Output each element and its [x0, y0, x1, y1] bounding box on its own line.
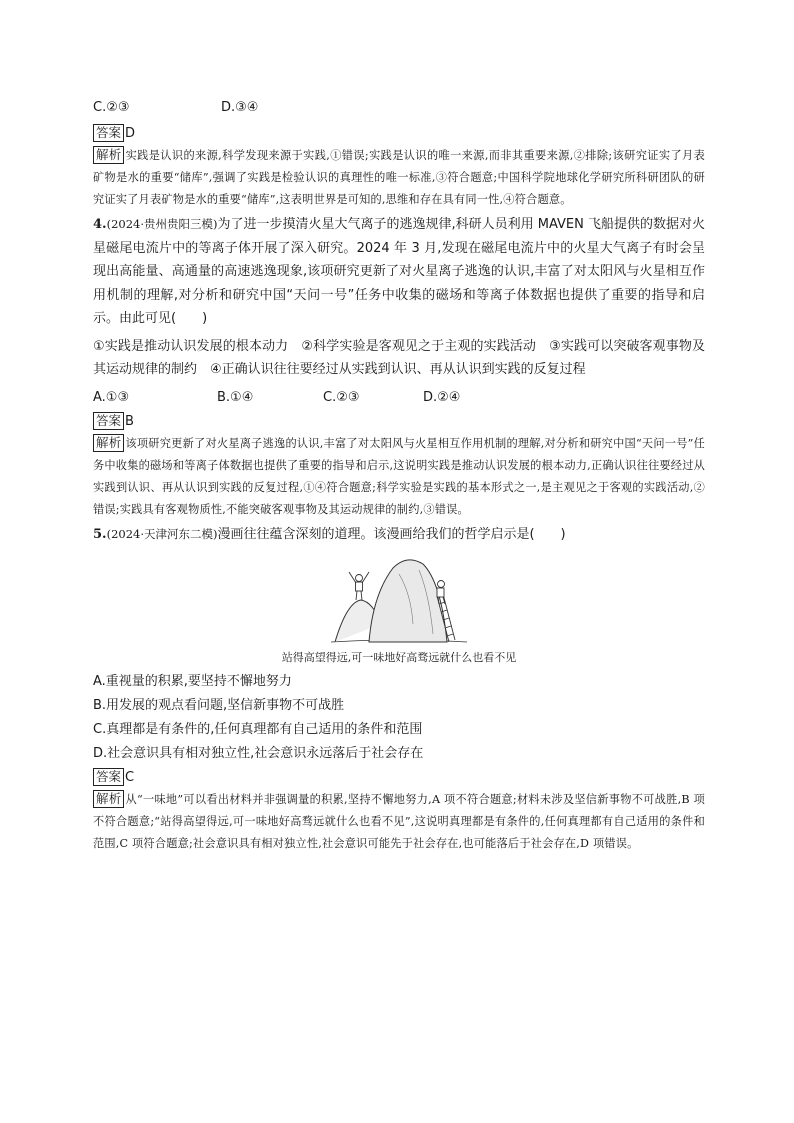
q5-answer: C: [125, 770, 135, 785]
q3-options-row: [93, 96, 705, 120]
answer-tag: 答案: [93, 412, 124, 430]
q3-explanation: [93, 145, 705, 211]
q4-stem-text: 为了进一步摸清火星大气离子的逃逸规律,科研人员利用 MAVEN 飞船提供的数据对火星磁尾电流片中的等离子体开展了深入研究。2024 年 3 月,发现在磁尾电流片中的火星大气离子有时会呈现出高能量、高通量的高速逃逸现象,该项研究更新了对火星离子逃逸的认识,丰富了对太阳风与火星相互作用机制的理解,对分析和研究中国“天问一号”任务中收集的磁场和等离子体数据也提供了重要的指导和启示。由此可见( ): [93, 217, 705, 326]
q5-option-a: A.重视量的积累,要坚持不懈地努力: [93, 674, 292, 689]
q5-answer-row: [93, 766, 705, 789]
q5-option-d: D.社会意识具有相对独立性,社会意识永远落后于社会存在: [93, 746, 424, 761]
answer-tag: 答案: [93, 124, 124, 142]
q5-explanation-text: 从“一味地”可以看出材料并非强调量的积累,坚持不懈地努力,A 项不符合题意;材料未涉及坚信新事物不可战胜,B 项不符合题意;“站得高望得远,可一味地好高骛远就什么也看不见”,这说明真理都是有条件的,任何真理都有自己适用的条件和范围,C 项符合题意;社会意识具有相对独立性,社会意识可能先于社会存在,也可能落后于社会存在,D 项错误。: [93, 793, 705, 850]
cartoon-caption: 站得高望得远,可一味地好高骛远就什么也看不见: [281, 651, 517, 664]
q4-option-a: A.①③: [93, 389, 130, 405]
q4-statements: ①实践是推动认识发展的根本动力 ②科学实验是客观见之于主观的实践活动 ③实践可以突破客观事物及其运动规律的制约 ④正确认识往往要经过从实践到认识、再从认识到实践的反复过程: [93, 338, 705, 377]
q3-answer: D: [125, 126, 136, 141]
document-page: [93, 96, 705, 855]
q5-explanation: [93, 789, 705, 855]
q4-answer: B: [125, 413, 134, 429]
q4-source: (2024·贵州贵阳三模): [106, 217, 218, 231]
q4-explanation: [93, 433, 705, 521]
q4-option-b: B.①④: [217, 389, 254, 405]
q3-answer-row: [93, 122, 705, 145]
q3-option-c: C.②③: [93, 100, 130, 115]
q5-number: 5.: [93, 526, 107, 542]
q4-option-d: D.②④: [423, 389, 461, 405]
explain-tag: 解析: [93, 434, 124, 452]
q4-options-row: [93, 386, 705, 410]
q4-answer-row: [93, 410, 705, 433]
answer-tag: 答案: [93, 768, 124, 786]
q5-stem: [93, 523, 705, 547]
explain-tag: 解析: [93, 790, 124, 808]
q4-explanation-text: 该项研究更新了对火星离子逃逸的认识,丰富了对太阳风与火星相互作用机制的理解,对分析和研究中国“天问一号”任务中收集的磁场和等离子体数据也提供了重要的指导和启示,这说明实践是推动认识发展的根本动力,正确认识往往要经过从实践到认识、再从认识到实践的反复过程,①④符合题意;科学实验是实践的基本形式之一,是主观见之于客观的实践活动,②错误;实践具有客观物质性,不能突破客观事物及其运动规律的制约,③错误。: [93, 436, 705, 516]
q5-option-c: C.真理都是有条件的,任何真理都有自己适用的条件和范围: [93, 722, 423, 737]
q4-option-c: C.②③: [323, 389, 360, 405]
q5-option-b: B.用发展的观点看问题,坚信新事物不可战胜: [93, 698, 345, 713]
q3-option-d: D.③④: [221, 100, 259, 115]
q3-explanation-text: 实践是认识的来源,科学发现来源于实践,①错误;实践是认识的唯一来源,而非其重要来源,②排除;该研究证实了月表矿物是水的重要“储库”,强调了实践是检验认识的真理性的唯一标准,③符合题意;中国科学院地球化学研究所科研团队的研究证实了月表矿物是水的重要“储库”,这表明世界是可知的,思维和存在具有同一性,④符合题意。: [93, 149, 705, 206]
explain-tag: 解析: [93, 146, 124, 164]
q5-stem-text: 漫画往往蕴含深刻的道理。该漫画给我们的哲学启示是( ): [217, 526, 566, 542]
q5-source: (2024·天津河东二模): [106, 526, 218, 541]
q4-stem: [93, 213, 705, 331]
q4-number: 4.: [93, 217, 107, 232]
cartoon-illustration: [329, 554, 469, 646]
